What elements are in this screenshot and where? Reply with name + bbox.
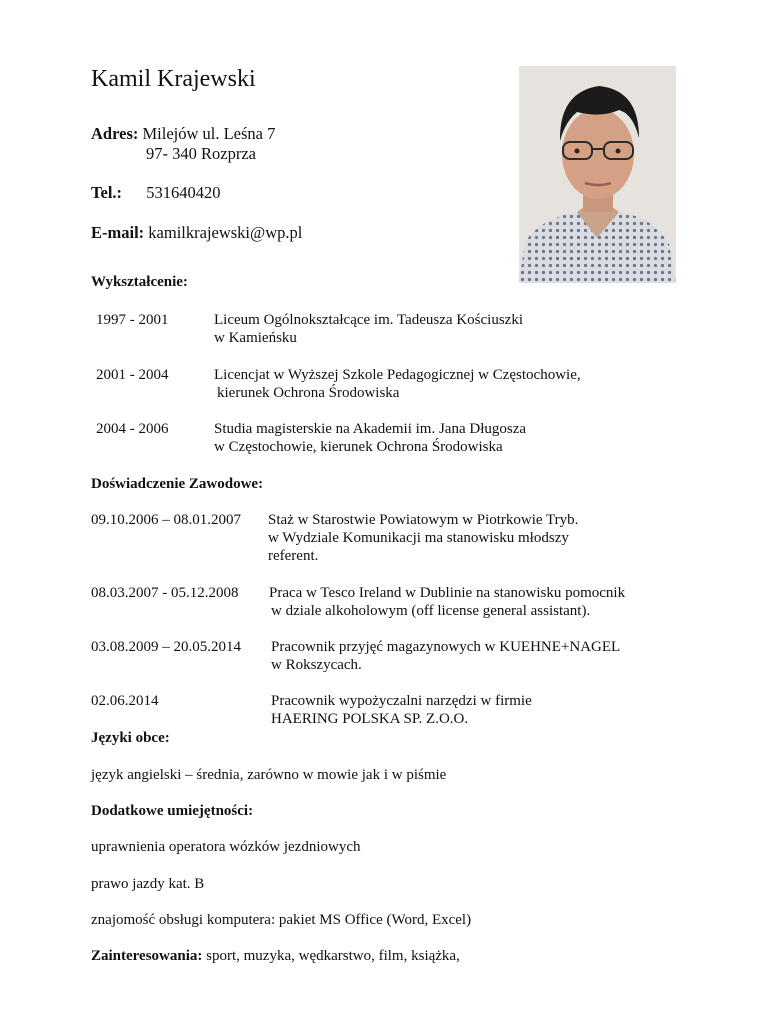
education-years: 2004 - 2006: [96, 421, 169, 437]
interests-label: Zainteresowania:: [91, 948, 203, 964]
languages-heading: Języki obce:: [91, 730, 170, 746]
experience-line: Pracownik wypożyczalni narzędzi w firmie: [271, 693, 532, 709]
education-line: kierunek Ochrona Środowiska: [217, 385, 400, 401]
experience-dates: 08.03.2007 - 05.12.2008: [91, 585, 239, 601]
experience-line: w dziale alkoholowym (off license general assistant).: [271, 603, 591, 619]
interests-text: sport, muzyka, wędkarstwo, film, książka,: [206, 948, 460, 964]
portrait-image: [519, 66, 676, 283]
person-name: Kamil Krajewski: [91, 66, 256, 92]
education-years: 2001 - 2004: [96, 367, 169, 383]
email-value: kamilkrajewski@wp.pl: [148, 223, 303, 242]
address-row: [91, 124, 275, 144]
tel-row: [91, 183, 221, 203]
experience-dates: 09.10.2006 – 08.01.2007: [91, 512, 241, 528]
tel-value: 531640420: [146, 183, 221, 202]
experience-line: referent.: [268, 548, 319, 564]
education-line: Liceum Ogólnokształcące im. Tadeusza Kościuszki: [214, 312, 523, 328]
address-line1: Milejów ul. Leśna 7: [142, 124, 276, 143]
education-years: 1997 - 2001: [96, 312, 169, 328]
profile-photo: [519, 66, 676, 283]
education-line: Licencjat w Wyższej Szkole Pedagogicznej w Częstochowie,: [214, 367, 581, 383]
experience-line: Praca w Tesco Ireland w Dublinie na stanowisku pomocnik: [269, 585, 626, 601]
education-line: w Częstochowie, kierunek Ochrona Środowiska: [214, 439, 503, 455]
experience-line: w Wydziale Komunikacji ma stanowisku młodszy: [268, 530, 569, 546]
experience-line: HAERING POLSKA SP. Z.O.O.: [271, 711, 469, 727]
skill-item: znajomość obsługi komputera: pakiet MS Office (Word, Excel): [91, 912, 472, 928]
tel-label: Tel.:: [91, 183, 123, 202]
address-label: Adres:: [91, 124, 139, 143]
email-label: E-mail:: [91, 223, 145, 242]
experience-line: Pracownik przyjęć magazynowych w KUEHNE+NAGEL: [271, 639, 621, 655]
languages-text: język angielski – średnia, zarówno w mowie jak i w piśmie: [91, 767, 447, 783]
address-line2: 97- 340 Rozprza: [146, 144, 256, 163]
education-heading: Wykształcenie:: [91, 274, 188, 290]
experience-heading: Doświadczenie Zawodowe:: [91, 476, 264, 492]
skill-item: prawo jazdy kat. B: [91, 876, 205, 892]
experience-line: Staż w Starostwie Powiatowym w Piotrkowie Tryb.: [268, 512, 579, 528]
email-row: [91, 223, 302, 243]
interests-row: [91, 947, 460, 965]
education-line: Studia magisterskie na Akademii im. Jana Długosza: [214, 421, 527, 437]
experience-dates: 02.06.2014: [91, 693, 159, 709]
experience-line: w Rokszycach.: [271, 657, 362, 673]
skills-heading: Dodatkowe umiejętności:: [91, 803, 254, 819]
experience-dates: 03.08.2009 – 20.05.2014: [91, 639, 241, 655]
skill-item: uprawnienia operatora wózków jezdniowych: [91, 839, 361, 855]
education-line: w Kamieńsku: [214, 330, 297, 346]
